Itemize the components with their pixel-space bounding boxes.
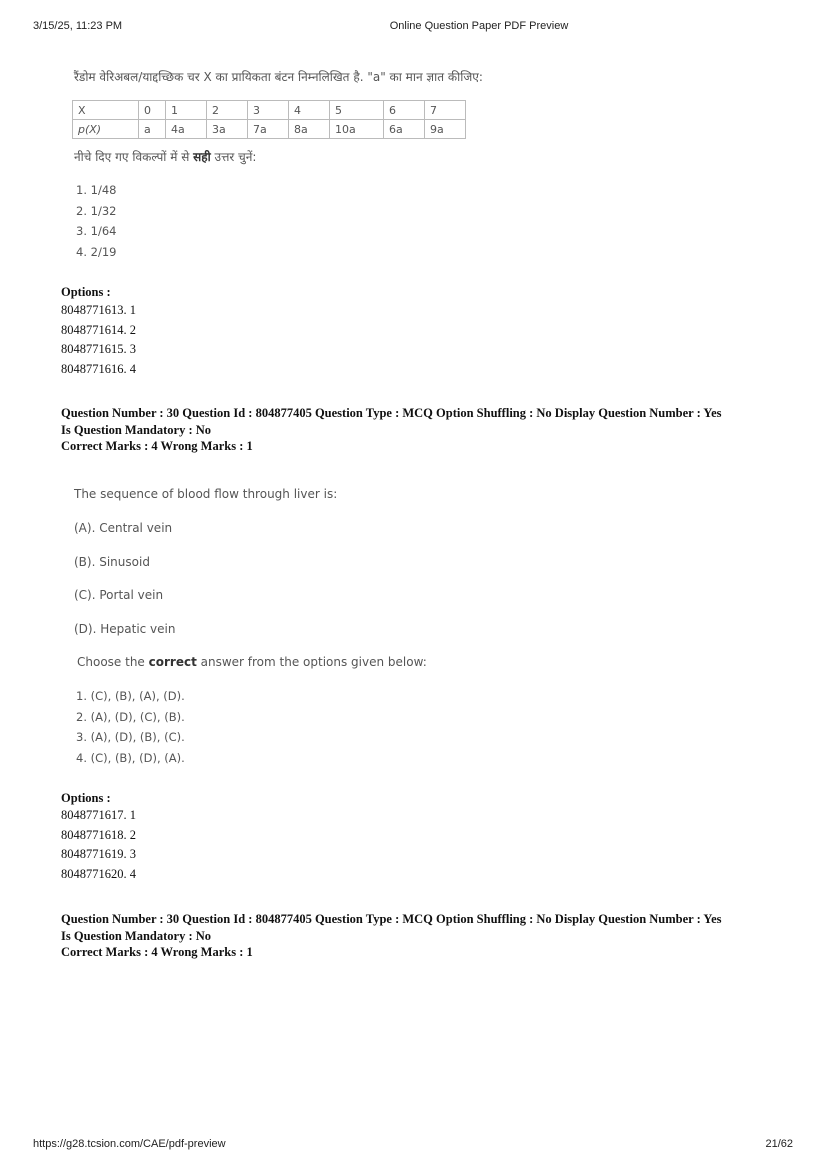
question-2-item: (B). Sinusoid <box>74 555 150 569</box>
probability-distribution-table <box>72 100 466 139</box>
option-id: 8048771619. 3 <box>61 847 136 861</box>
table-cell: 4a <box>166 120 207 139</box>
option-id: 8048771617. 1 <box>61 808 136 822</box>
footer-url: https://g28.tcsion.com/CAE/pdf-preview <box>33 1138 226 1150</box>
table-cell: 1 <box>166 101 207 120</box>
page-number: 21/62 <box>765 1138 793 1150</box>
instruction-bold: correct <box>148 655 197 669</box>
table-cell: 8a <box>289 120 330 139</box>
instruction-bold: सही <box>193 150 211 164</box>
list-item: 3. 1/64 <box>76 224 117 238</box>
list-item: 2. (A), (D), (C), (B). <box>76 709 185 724</box>
option-id: 8048771615. 3 <box>61 342 136 356</box>
page-title: Online Question Paper PDF Preview <box>389 20 569 32</box>
table-cell: 4 <box>289 101 330 120</box>
table-row <box>73 101 466 120</box>
option-id: 8048771613. 1 <box>61 303 136 317</box>
options-label: Options : <box>61 791 111 805</box>
table-cell: 2 <box>207 101 248 120</box>
question-1-instruction <box>74 148 256 165</box>
question-meta-line: Correct Marks : 4 Wrong Marks : 1 <box>61 945 253 959</box>
table-cell: 0 <box>139 101 166 120</box>
question-2-meta <box>61 405 722 455</box>
question-2-instruction <box>77 655 427 669</box>
question-3-meta <box>61 911 722 961</box>
table-cell: 7 <box>425 101 466 120</box>
table-cell: 6 <box>384 101 425 120</box>
option-id: 8048771620. 4 <box>61 866 136 881</box>
table-cell: p(X) <box>73 120 139 139</box>
instruction-suffix: answer from the options given below: <box>196 655 427 669</box>
question-meta-line: Question Number : 30 Question Id : 804877405 Question Type : MCQ Option Shuffling : No Display Question Number : Yes <box>61 912 722 926</box>
instruction-prefix: Choose the <box>77 655 149 669</box>
question-1-choices <box>76 180 116 262</box>
question-2-item: (A). Central vein <box>74 521 173 535</box>
table-cell: 6a <box>384 120 425 139</box>
question-2-prompt: The sequence of blood flow through liver is: <box>74 487 338 501</box>
question-meta-line: Is Question Mandatory : No <box>61 422 212 437</box>
instruction-suffix: उत्तर चुनें: <box>210 150 257 164</box>
list-item: 3. (A), (D), (B), (C). <box>76 730 185 744</box>
table-cell: 5 <box>330 101 384 120</box>
option-id-list <box>61 806 136 884</box>
option-id: 8048771616. 4 <box>61 361 136 376</box>
table-cell: 9a <box>425 120 466 139</box>
list-item: 1. 1/48 <box>76 183 117 197</box>
table-cell: 7a <box>248 120 289 139</box>
table-cell: X <box>73 101 139 120</box>
question-meta-line: Correct Marks : 4 Wrong Marks : 1 <box>61 439 253 453</box>
options-label: Options : <box>61 285 111 299</box>
question-2-item: (D). Hepatic vein <box>74 622 176 636</box>
option-id: 8048771618. 2 <box>61 827 136 842</box>
option-id: 8048771614. 2 <box>61 322 136 337</box>
table-row <box>73 120 466 139</box>
question-2-item: (C). Portal vein <box>74 588 164 602</box>
list-item: 4. (C), (B), (D), (A). <box>76 750 185 765</box>
table-cell: a <box>139 120 166 139</box>
question-meta-line: Question Number : 30 Question Id : 804877405 Question Type : MCQ Option Shuffling : No Display Question Number : Yes <box>61 406 722 420</box>
instruction-prefix: नीचे दिए गए विकल्पों में से <box>74 150 194 164</box>
list-item: 2. 1/32 <box>76 203 117 218</box>
table-cell: 10a <box>330 120 384 139</box>
list-item: 1. (C), (B), (A), (D). <box>76 689 185 703</box>
question-1-prompt: रैंडोम वेरिअबल/याद्दच्छिक चर X का प्रायिकता बंटन निम्नलिखित है. "a" का मान ज्ञात कीजिए: <box>74 70 483 84</box>
question-2-choices <box>76 686 185 768</box>
option-id-list <box>61 301 136 379</box>
print-datetime: 3/15/25, 11:23 PM <box>33 20 123 32</box>
question-meta-line: Is Question Mandatory : No <box>61 928 212 943</box>
table-cell: 3 <box>248 101 289 120</box>
list-item: 4. 2/19 <box>76 244 117 259</box>
table-cell: 3a <box>207 120 248 139</box>
